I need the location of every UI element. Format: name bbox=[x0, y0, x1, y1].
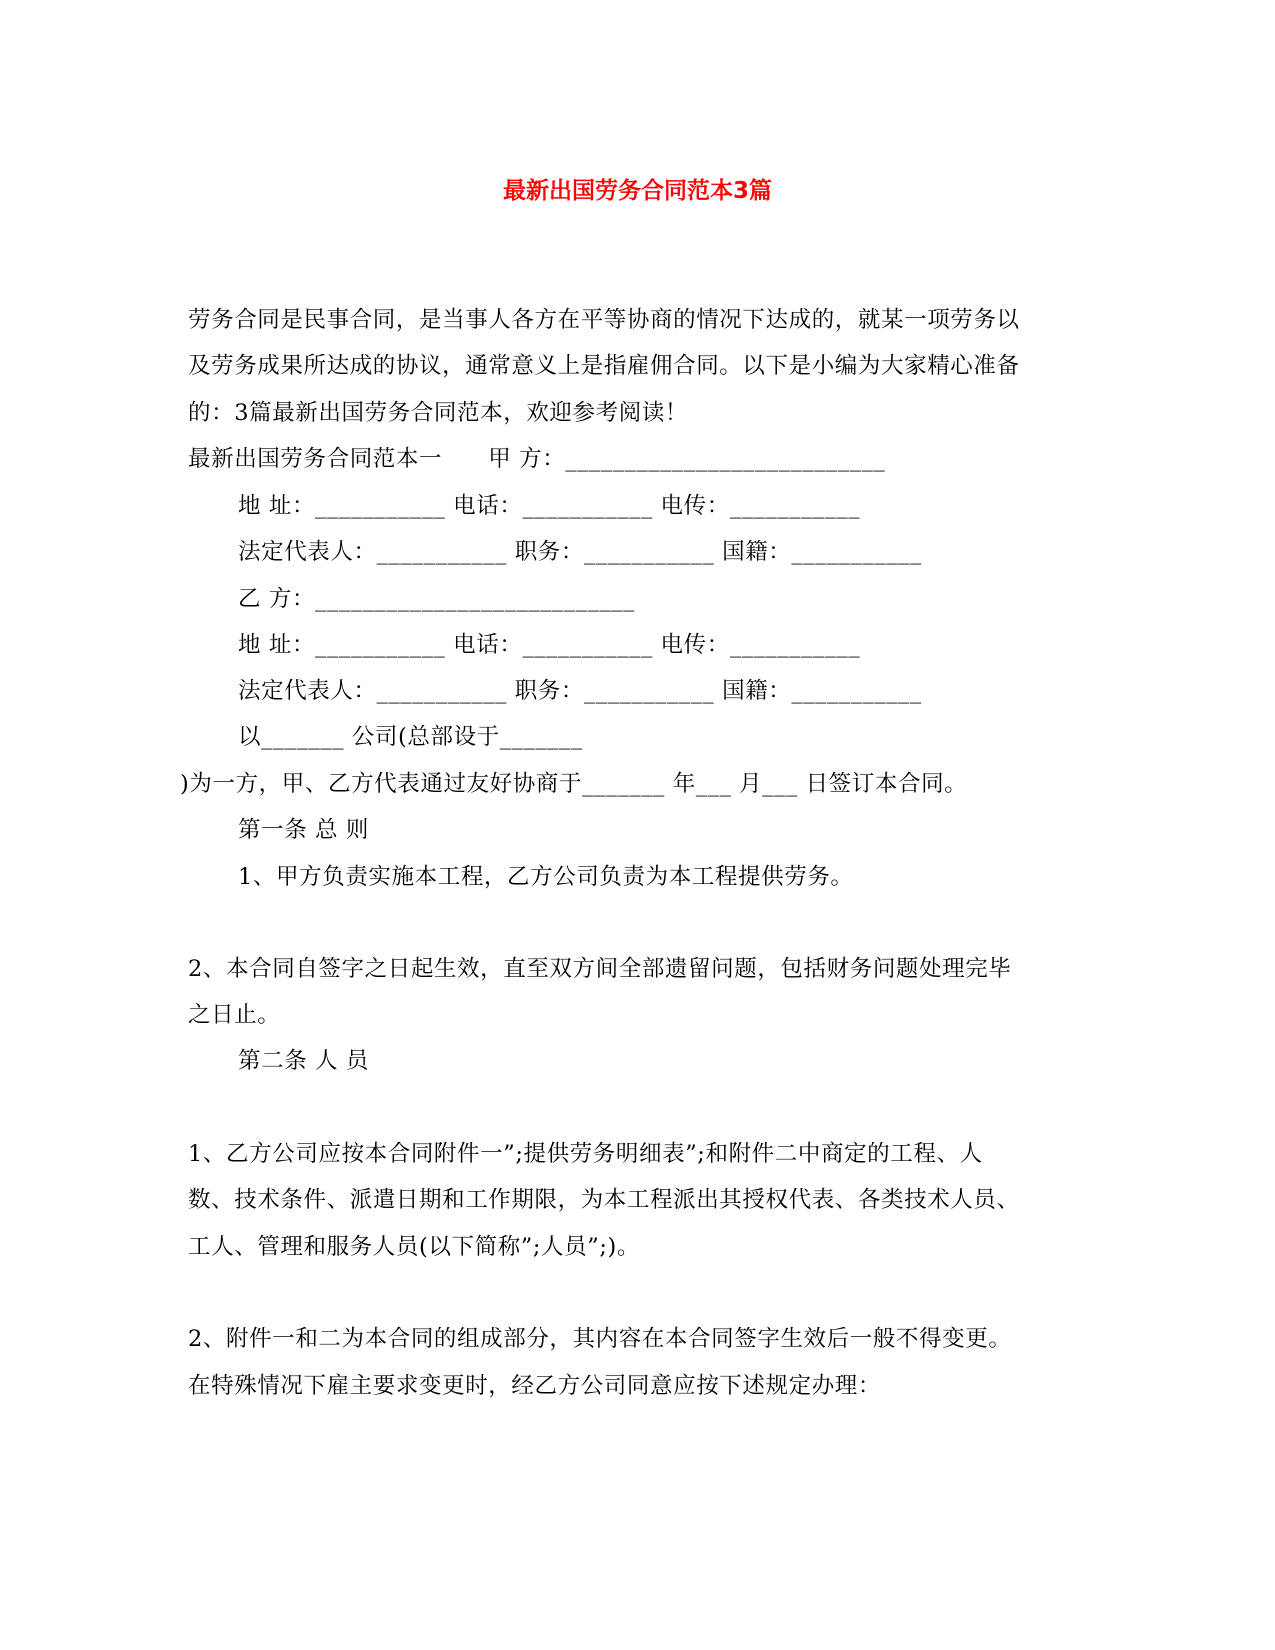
article-2-item-2-line-2: 在特殊情况下雇主要求变更时，经乙方公司同意应按下述规定办理： bbox=[188, 1373, 882, 1399]
party-a-address: 地 址：___________ 电话：___________ 电传：___________ bbox=[238, 493, 861, 519]
party-b-line: 乙 方：___________________________ bbox=[238, 586, 636, 612]
party-a-representative: 法定代表人：___________ 职务：___________ 国籍：___________ bbox=[238, 539, 922, 565]
article-2-item-1-line-1: 1、乙方公司应按本合同附件一”;提供劳务明细表”;和附件二中商定的工程、人 bbox=[188, 1141, 983, 1167]
company-line: 以_______ 公司(总部设于_______ bbox=[238, 724, 583, 750]
intro-line-1: 劳务合同是民事合同，是当事人各方在平等协商的情况下达成的，就某一项劳务以 bbox=[188, 307, 1020, 333]
article-1-item-1: 1、甲方负责实施本工程，乙方公司负责为本工程提供劳务。 bbox=[238, 864, 854, 890]
document-title: 最新出国劳务合同范本3篇 bbox=[502, 178, 772, 204]
article-1-heading: 第一条 总 则 bbox=[238, 817, 370, 843]
article-2-item-2-line-1: 2、附件一和二为本合同的组成部分，其内容在本合同签字生效后一般不得变更。 bbox=[188, 1326, 1012, 1352]
party-b-representative: 法定代表人：___________ 职务：___________ 国籍：___________ bbox=[238, 678, 922, 704]
intro-line-3: 的：3篇最新出国劳务合同范本，欢迎参考阅读！ bbox=[188, 400, 689, 426]
article-1-item-2-line-1: 2、本合同自签字之日起生效，直至双方间全部遗留问题，包括财务问题处理完毕 bbox=[188, 956, 1012, 982]
intro-line-2: 及劳务成果所达成的协议，通常意义上是指雇佣合同。以下是小编为大家精心准备 bbox=[188, 353, 1020, 379]
article-1-item-2-line-2: 之日止。 bbox=[188, 1002, 281, 1028]
signing-line: )为一方，甲、乙方代表通过友好协商于_______ 年___ 月___ 日签订本合同。 bbox=[180, 771, 968, 797]
party-a-line: 最新出国劳务合同范本一 甲 方：___________________________ bbox=[188, 446, 886, 472]
party-b-address: 地 址：___________ 电话：___________ 电传：___________ bbox=[238, 632, 861, 658]
article-2-item-1-line-3: 工人、管理和服务人员(以下简称”;人员”;)。 bbox=[188, 1234, 641, 1260]
article-2-heading: 第二条 人 员 bbox=[238, 1048, 370, 1074]
article-2-item-1-line-2: 数、技术条件、派遣日期和工作期限，为本工程派出其授权代表、各类技术人员、 bbox=[188, 1187, 1020, 1213]
